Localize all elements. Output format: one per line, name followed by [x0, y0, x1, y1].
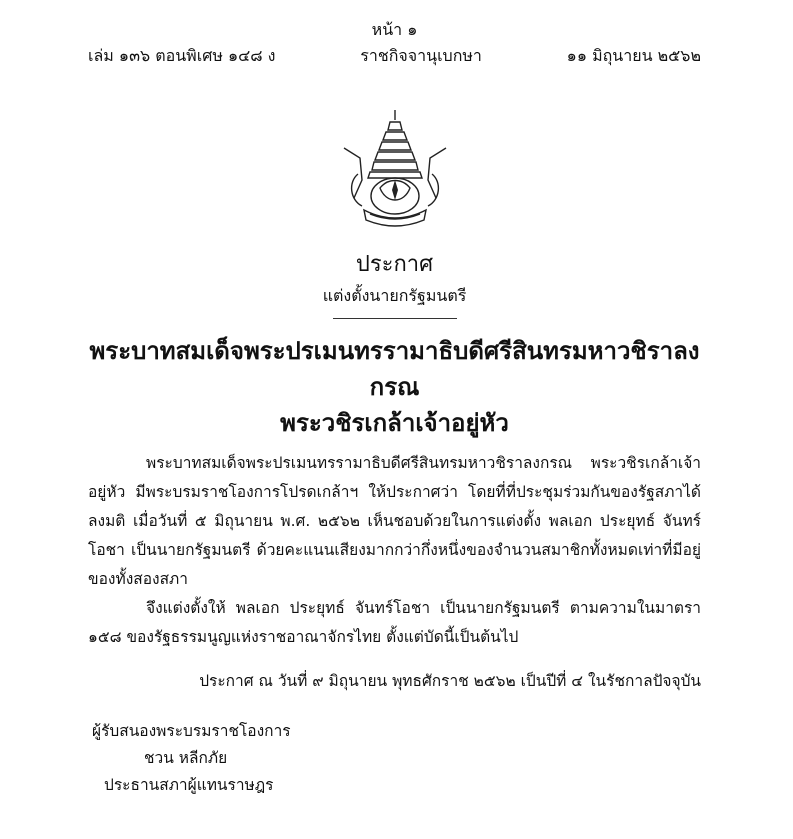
countersign-label: ผู้รับสนองพระบรมราชโองการ: [92, 722, 291, 740]
publication-name: ราชกิจจานุเบกษา: [360, 46, 482, 65]
announcement-subtitle: แต่งตั้งนายกรัฐมนตรี: [322, 286, 467, 305]
countersign-name: ชวน หลีกภัย: [144, 749, 228, 767]
king-title-line-2: พระวชิรเกล้าเจ้าอยู่หัว: [280, 409, 509, 437]
volume-info: เล่ม ๑๓๖ ตอนพิเศษ ๑๔๘ ง: [88, 46, 276, 65]
signed-date: ประกาศ ณ วันที่ ๙ มิถุนายน พุทธศักราช ๒๕๖๒ เป็นปีที่ ๔ ในรัชกาลปัจจุบัน: [199, 672, 701, 690]
body-paragraph: จึงแต่งตั้งให้ พลเอก ประยุทธ์ จันทร์โอชา เป็นนายกรัฐมนตรี ตามความในมาตรา ๑๕๘ ของรัฐธรรมนูญแห่งราชอาณาจักรไทย ตั้งแต่บัดนี้เป็นต้นไป: [88, 599, 701, 646]
royal-emblem-icon: [340, 108, 450, 230]
title-divider: [333, 318, 457, 319]
countersign-position: ประธานสภาผู้แทนราษฎร: [104, 776, 274, 794]
king-title-line-1: พระบาทสมเด็จพระปรเมนทรรามาธิบดีศรีสินทรมหาวชิราลงกรณ: [89, 337, 700, 401]
publication-date: ๑๑ มิถุนายน ๒๕๖๒: [566, 46, 701, 65]
page-number: หน้า ๑: [371, 20, 418, 39]
emblem-container: [88, 108, 701, 232]
body-paragraph: พระบาทสมเด็จพระปรเมนทรรามาธิบดีศรีสินทรมหาวชิราลงกรณ พระวชิรเกล้าเจ้าอยู่หัว มีพระบรมราชโองการโปรดเกล้าฯ ให้ประกาศว่า โดยที่ที่ประชุมร่วมกันของรัฐสภาได้ลงมติ เมื่อวันที่ ๕ มิถุนายน พ.ศ. ๒๕๖๒ เห็นชอบด้วยในการแต่งตั้ง พลเอก ประยุทธ์ จันทร์โอชา เป็นนายกรัฐมนตรี ด้วยคะแนนเสียงมากกว่ากึ่งหนึ่งของจำนวนสมาชิกทั้งหมดเท่าที่มีอยู่ของทั้งสองสภา: [88, 454, 701, 588]
announcement-body: [88, 449, 701, 652]
gazette-header: [88, 44, 701, 68]
announcement-title: ประกาศ: [355, 252, 434, 277]
